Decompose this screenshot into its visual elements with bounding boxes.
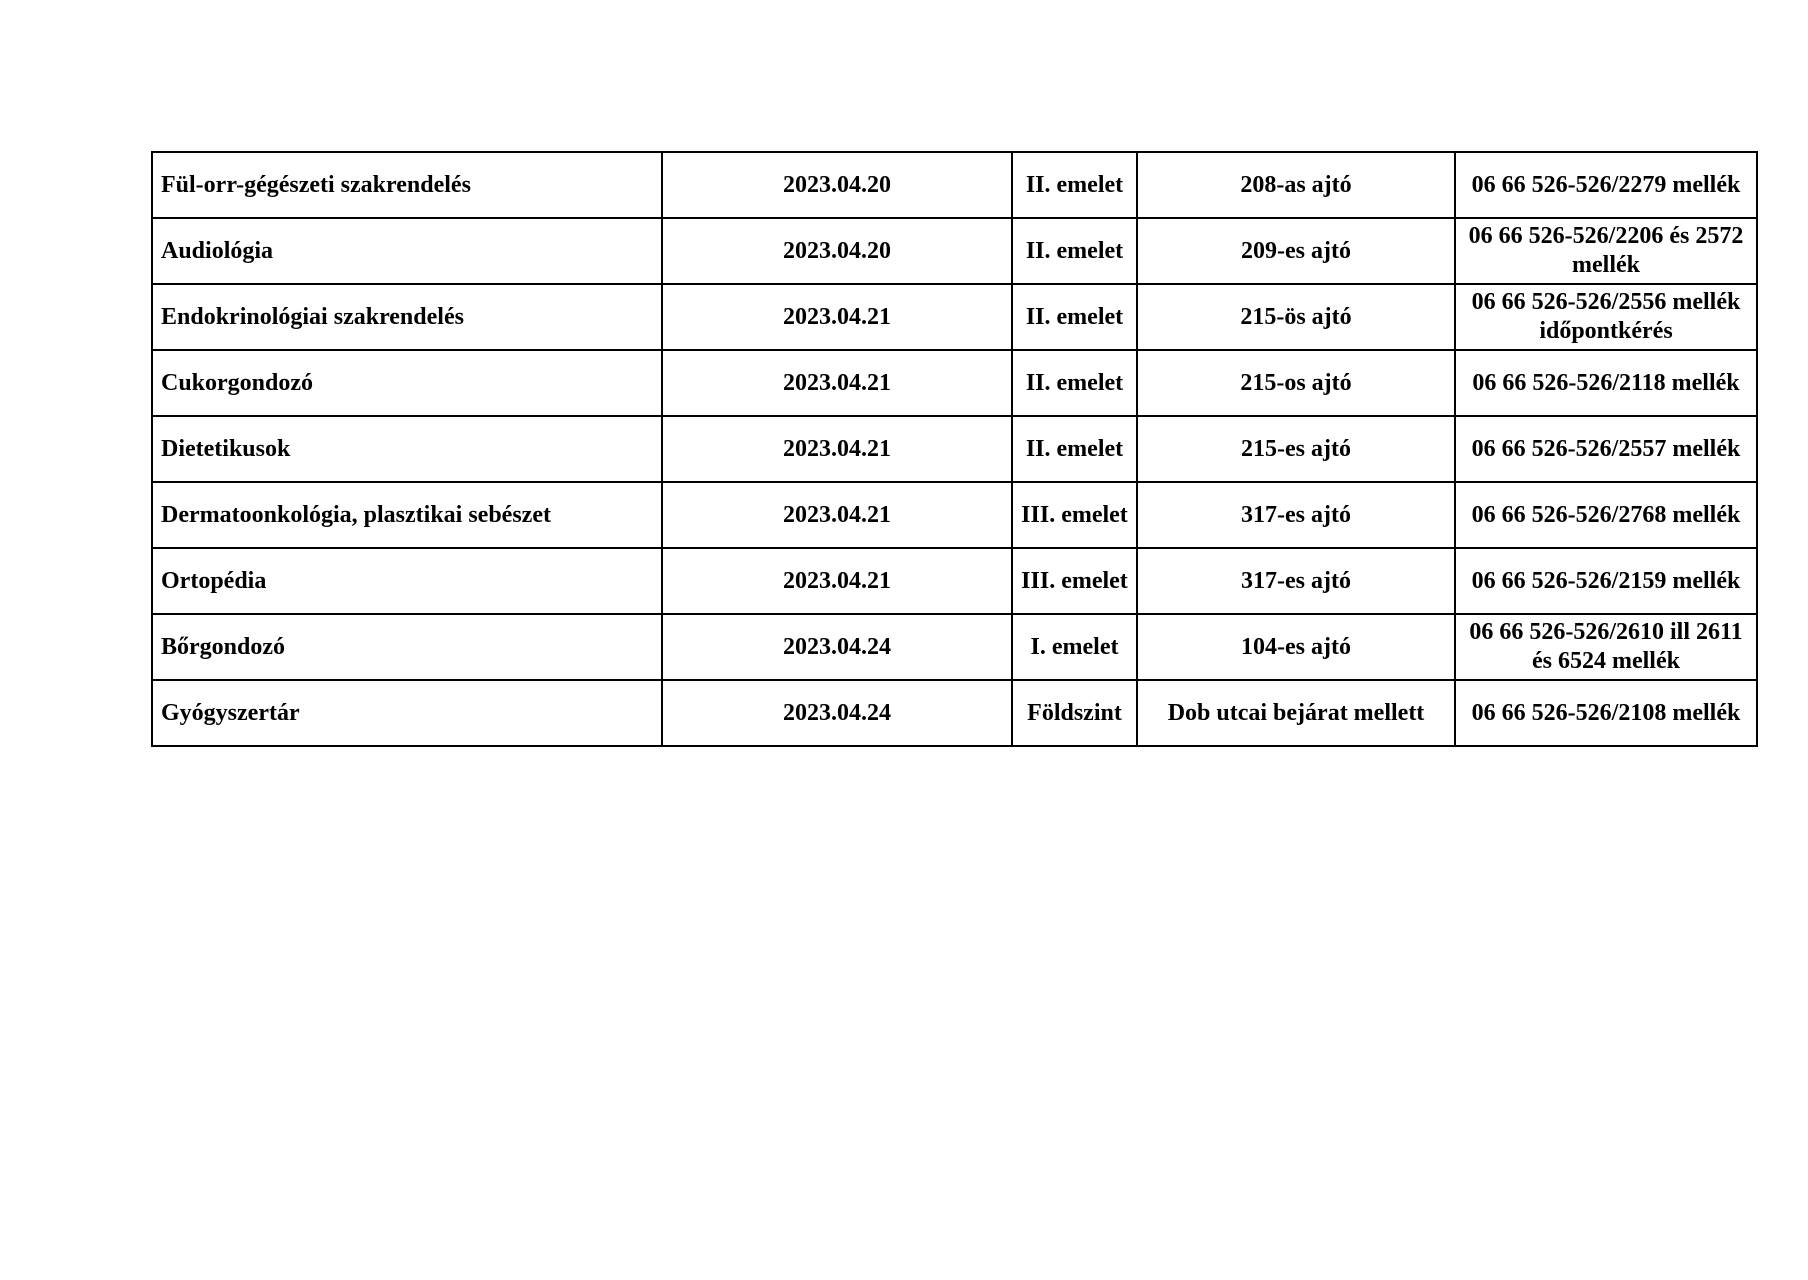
door-cell: 215-ös ajtó bbox=[1137, 284, 1455, 350]
door-cell: 215-es ajtó bbox=[1137, 416, 1455, 482]
table-row bbox=[152, 548, 1757, 614]
phone-cell: 06 66 526-526/2108 mellék bbox=[1455, 680, 1757, 746]
department-cell: Cukorgondozó bbox=[152, 350, 662, 416]
table-row bbox=[152, 284, 1757, 350]
date-cell: 2023.04.21 bbox=[662, 350, 1012, 416]
phone-cell: 06 66 526-526/2610 ill 2611 és 6524 mellék bbox=[1455, 614, 1757, 680]
table-row bbox=[152, 350, 1757, 416]
door-cell: 215-os ajtó bbox=[1137, 350, 1455, 416]
table-row bbox=[152, 416, 1757, 482]
date-cell: 2023.04.24 bbox=[662, 680, 1012, 746]
floor-cell: Földszint bbox=[1012, 680, 1137, 746]
floor-cell: II. emelet bbox=[1012, 284, 1137, 350]
door-cell: 104-es ajtó bbox=[1137, 614, 1455, 680]
door-cell: 317-es ajtó bbox=[1137, 548, 1455, 614]
phone-cell: 06 66 526-526/2279 mellék bbox=[1455, 152, 1757, 218]
table-row bbox=[152, 152, 1757, 218]
phone-cell: 06 66 526-526/2159 mellék bbox=[1455, 548, 1757, 614]
table-row bbox=[152, 218, 1757, 284]
date-cell: 2023.04.20 bbox=[662, 218, 1012, 284]
date-cell: 2023.04.21 bbox=[662, 284, 1012, 350]
date-cell: 2023.04.21 bbox=[662, 416, 1012, 482]
door-cell: 317-es ajtó bbox=[1137, 482, 1455, 548]
table-row bbox=[152, 482, 1757, 548]
department-cell: Fül-orr-gégészeti szakrendelés bbox=[152, 152, 662, 218]
phone-cell: 06 66 526-526/2557 mellék bbox=[1455, 416, 1757, 482]
department-cell: Bőrgondozó bbox=[152, 614, 662, 680]
floor-cell: III. emelet bbox=[1012, 548, 1137, 614]
door-cell: 208-as ajtó bbox=[1137, 152, 1455, 218]
phone-cell: 06 66 526-526/2206 és 2572 mellék bbox=[1455, 218, 1757, 284]
date-cell: 2023.04.24 bbox=[662, 614, 1012, 680]
floor-cell: II. emelet bbox=[1012, 416, 1137, 482]
door-cell: Dob utcai bejárat mellett bbox=[1137, 680, 1455, 746]
department-cell: Dermatoonkológia, plasztikai sebészet bbox=[152, 482, 662, 548]
door-cell: 209-es ajtó bbox=[1137, 218, 1455, 284]
table-row bbox=[152, 614, 1757, 680]
date-cell: 2023.04.21 bbox=[662, 548, 1012, 614]
department-cell: Gyógyszertár bbox=[152, 680, 662, 746]
date-cell: 2023.04.20 bbox=[662, 152, 1012, 218]
phone-cell: 06 66 526-526/2556 mellék időpontkérés bbox=[1455, 284, 1757, 350]
floor-cell: II. emelet bbox=[1012, 218, 1137, 284]
floor-cell: III. emelet bbox=[1012, 482, 1137, 548]
floor-cell: II. emelet bbox=[1012, 152, 1137, 218]
floor-cell: I. emelet bbox=[1012, 614, 1137, 680]
department-cell: Endokrinológiai szakrendelés bbox=[152, 284, 662, 350]
department-cell: Audiológia bbox=[152, 218, 662, 284]
phone-cell: 06 66 526-526/2118 mellék bbox=[1455, 350, 1757, 416]
department-cell: Ortopédia bbox=[152, 548, 662, 614]
phone-cell: 06 66 526-526/2768 mellék bbox=[1455, 482, 1757, 548]
table-row bbox=[152, 680, 1757, 746]
department-cell: Dietetikusok bbox=[152, 416, 662, 482]
floor-cell: II. emelet bbox=[1012, 350, 1137, 416]
schedule-table bbox=[151, 151, 1758, 747]
date-cell: 2023.04.21 bbox=[662, 482, 1012, 548]
